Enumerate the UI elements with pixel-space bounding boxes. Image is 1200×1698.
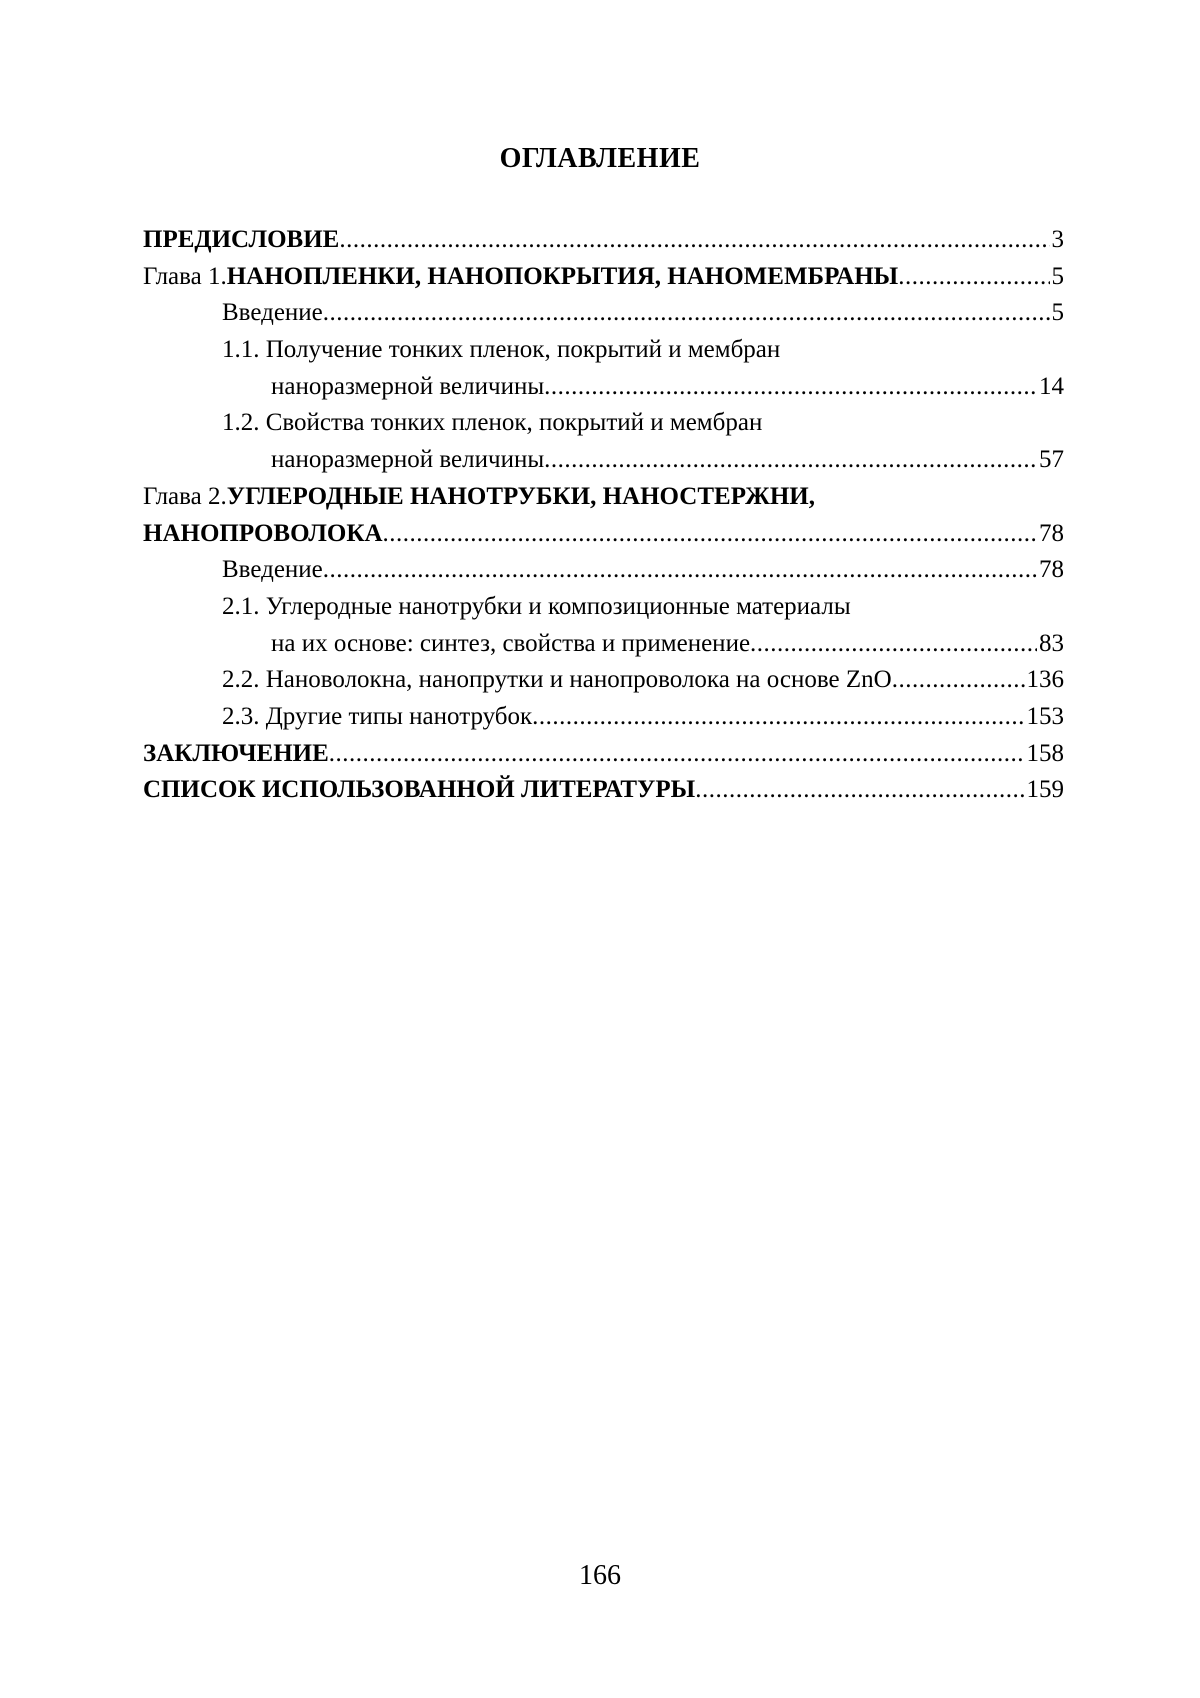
toc-entry-page: 5	[1051, 262, 1064, 290]
toc-entry-page: 158	[1026, 739, 1064, 767]
toc-entry	[143, 442, 1064, 479]
toc-entry-title: Глава 2.	[143, 482, 227, 510]
toc-entry-page: 78	[1039, 519, 1064, 547]
toc-leader-dots	[383, 516, 1037, 553]
toc-entry	[143, 332, 1064, 369]
toc-entry	[143, 699, 1064, 736]
toc-entry-page: 78	[1039, 556, 1064, 584]
toc-leader-dots	[544, 369, 1037, 406]
toc-entry-title: 2.2. Нановолокна, нанопрутки и нанопроволока на основе ZnO	[222, 666, 892, 694]
toc-entry	[143, 772, 1064, 809]
toc-entry-title: Введение	[222, 299, 323, 327]
toc-leader-dots	[695, 772, 1024, 809]
toc-entry-title: УГЛЕРОДНЫЕ НАНОТРУБКИ, НАНОСТЕРЖНИ,	[226, 482, 815, 510]
toc-entry	[143, 516, 1064, 553]
toc-entry-page: 5	[1051, 299, 1064, 327]
toc-leader-dots	[323, 552, 1037, 589]
toc-entry-title: НАНОПЛЕНКИ, НАНОПОКРЫТИЯ, НАНОМЕМБРАНЫ	[226, 262, 899, 290]
toc-entry-page: 153	[1026, 702, 1064, 730]
toc-leader-dots	[544, 442, 1037, 479]
toc-leader-dots	[532, 699, 1024, 736]
toc-leader-dots	[323, 295, 1050, 332]
toc-entry-page: 159	[1026, 776, 1064, 804]
toc-entry-page: 136	[1026, 666, 1064, 694]
toc-entry-title: СПИСОК ИСПОЛЬЗОВАННОЙ ЛИТЕРАТУРЫ	[143, 776, 696, 804]
toc-entry	[143, 295, 1064, 332]
toc-entry-title: ПРЕДИСЛОВИЕ	[143, 226, 340, 253]
toc-entry	[143, 626, 1064, 663]
toc-leader-dots	[329, 736, 1025, 773]
toc-heading: ОГЛАВЛЕНИЕ	[499, 143, 701, 174]
toc-entry	[143, 552, 1064, 589]
toc-entry	[143, 222, 1064, 259]
toc-entry-title: 2.3. Другие типы нанотрубок	[222, 702, 533, 730]
toc-entry-title: Введение	[222, 556, 323, 584]
toc-entry-title: наноразмерной величины	[271, 446, 545, 474]
toc-entry	[143, 259, 1064, 296]
toc-leader-dots	[892, 662, 1025, 699]
table-of-contents	[143, 222, 1064, 809]
toc-entry-title: ЗАКЛЮЧЕНИЕ	[143, 739, 329, 767]
toc-entry-title: на их основе: синтез, свойства и применение	[271, 629, 751, 657]
toc-entry	[143, 589, 1064, 626]
toc-entry-page: 57	[1039, 446, 1064, 474]
toc-entry	[143, 479, 1064, 516]
toc-entry-page: 83	[1039, 629, 1064, 657]
toc-entry-title: Глава 1.	[143, 262, 227, 290]
toc-entry	[143, 405, 1064, 442]
toc-leader-dots	[339, 222, 1049, 259]
toc-entry-title: 1.1. Получение тонких пленок, покрытий и мембран	[222, 336, 781, 364]
toc-entry-page: 3	[1051, 226, 1064, 253]
toc-entry	[143, 369, 1064, 406]
toc-entry	[143, 662, 1064, 699]
toc-entry-title: 2.1. Углеродные нанотрубки и композиционные материалы	[222, 592, 851, 620]
toc-entry-title: наноразмерной величины	[271, 372, 545, 400]
page-number: 166	[579, 1560, 621, 1591]
toc-entry-title: 1.2. Свойства тонких пленок, покрытий и мембран	[222, 409, 763, 437]
toc-entry-title: НАНОПРОВОЛОКА	[143, 519, 383, 547]
toc-entry	[143, 736, 1064, 773]
toc-leader-dots	[750, 626, 1037, 663]
toc-entry-page: 14	[1039, 372, 1064, 400]
toc-leader-dots	[898, 259, 1049, 296]
